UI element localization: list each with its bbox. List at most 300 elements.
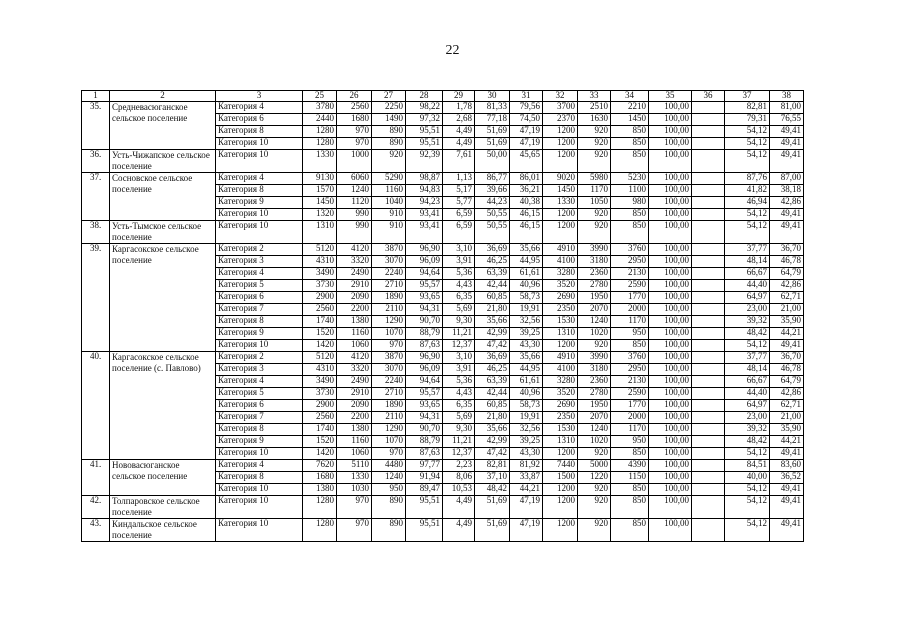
- value-cell: 96,90: [406, 352, 443, 364]
- value-cell: 1740: [303, 424, 337, 436]
- value-cell: 2910: [337, 280, 372, 292]
- value-cell: 4910: [543, 352, 578, 364]
- value-cell: 46,25: [475, 256, 510, 268]
- value-cell: 5000: [578, 460, 611, 472]
- value-cell: 1240: [337, 185, 372, 197]
- value-cell: 4390: [611, 460, 649, 472]
- value-cell: 21,00: [770, 412, 804, 424]
- value-cell: 81,92: [510, 460, 543, 472]
- value-cell: 950: [611, 436, 649, 448]
- category-cell: Категория 4: [216, 268, 303, 280]
- value-cell: 100,00: [649, 364, 692, 376]
- value-cell: 49,41: [770, 519, 804, 542]
- value-cell: 4,49: [443, 138, 475, 150]
- value-cell: 19,91: [510, 304, 543, 316]
- value-cell: 2950: [611, 364, 649, 376]
- value-cell: 93,41: [406, 221, 443, 244]
- value-cell: 1200: [543, 126, 578, 138]
- value-cell: 2690: [543, 400, 578, 412]
- value-cell: 81,33: [475, 102, 510, 114]
- value-cell: 3520: [543, 388, 578, 400]
- column-header: 37: [725, 91, 770, 102]
- value-cell: 3180: [578, 364, 611, 376]
- value-cell: 1330: [303, 150, 337, 173]
- value-cell: 3320: [337, 256, 372, 268]
- value-cell: 2110: [372, 412, 406, 424]
- value-cell: 5,77: [443, 197, 475, 209]
- value-cell: 850: [611, 150, 649, 173]
- value-cell: 36,21: [510, 185, 543, 197]
- value-cell: 64,79: [770, 268, 804, 280]
- value-cell: [692, 400, 725, 412]
- value-cell: 3490: [303, 376, 337, 388]
- value-cell: 39,25: [510, 328, 543, 340]
- table-row: [82, 244, 804, 256]
- value-cell: 86,01: [510, 173, 543, 185]
- value-cell: 1000: [337, 150, 372, 173]
- value-cell: 45,65: [510, 150, 543, 173]
- value-cell: 100,00: [649, 221, 692, 244]
- value-cell: 79,31: [725, 114, 770, 126]
- value-cell: 100,00: [649, 400, 692, 412]
- value-cell: [692, 209, 725, 221]
- value-cell: 1020: [578, 436, 611, 448]
- value-cell: 1310: [543, 328, 578, 340]
- value-cell: 2130: [611, 376, 649, 388]
- value-cell: 38,18: [770, 185, 804, 197]
- value-cell: 970: [337, 126, 372, 138]
- category-cell: Категория 2: [216, 352, 303, 364]
- value-cell: 86,77: [475, 173, 510, 185]
- value-cell: 2110: [372, 304, 406, 316]
- value-cell: 40,00: [725, 472, 770, 484]
- value-cell: 47,42: [475, 448, 510, 460]
- category-cell: Категория 3: [216, 364, 303, 376]
- value-cell: 54,12: [725, 496, 770, 519]
- value-cell: 4480: [372, 460, 406, 472]
- value-cell: 3730: [303, 280, 337, 292]
- value-cell: 1770: [611, 292, 649, 304]
- value-cell: 54,12: [725, 519, 770, 542]
- value-cell: 93,65: [406, 292, 443, 304]
- value-cell: 42,44: [475, 280, 510, 292]
- value-cell: 62,71: [770, 400, 804, 412]
- value-cell: 66,67: [725, 376, 770, 388]
- value-cell: 9020: [543, 173, 578, 185]
- value-cell: [692, 484, 725, 496]
- value-cell: 66,67: [725, 268, 770, 280]
- column-header: 27: [372, 91, 406, 102]
- value-cell: 920: [578, 209, 611, 221]
- value-cell: 35,66: [510, 244, 543, 256]
- value-cell: 1200: [543, 448, 578, 460]
- value-cell: 6060: [337, 173, 372, 185]
- value-cell: 850: [611, 448, 649, 460]
- value-cell: 37,77: [725, 244, 770, 256]
- value-cell: 4910: [543, 244, 578, 256]
- category-cell: Категория 6: [216, 400, 303, 412]
- value-cell: 5,36: [443, 376, 475, 388]
- category-cell: Категория 4: [216, 460, 303, 472]
- value-cell: 1200: [543, 496, 578, 519]
- table-row: [82, 102, 804, 114]
- value-cell: 2000: [611, 304, 649, 316]
- value-cell: 96,09: [406, 364, 443, 376]
- value-cell: 2910: [337, 388, 372, 400]
- value-cell: 4,49: [443, 126, 475, 138]
- value-cell: 12,37: [443, 340, 475, 352]
- value-cell: 2690: [543, 292, 578, 304]
- value-cell: 100,00: [649, 209, 692, 221]
- value-cell: 980: [611, 197, 649, 209]
- value-cell: [692, 388, 725, 400]
- value-cell: 5120: [303, 244, 337, 256]
- value-cell: 2590: [611, 388, 649, 400]
- settlement-name: Средневасюганское сельское поселение: [110, 102, 216, 150]
- category-cell: Категория 8: [216, 316, 303, 328]
- category-cell: Категория 10: [216, 448, 303, 460]
- value-cell: 100,00: [649, 460, 692, 472]
- value-cell: 5,17: [443, 185, 475, 197]
- value-cell: 49,41: [770, 496, 804, 519]
- value-cell: 970: [337, 496, 372, 519]
- value-cell: 2900: [303, 292, 337, 304]
- value-cell: [692, 376, 725, 388]
- value-cell: 4120: [337, 244, 372, 256]
- value-cell: 42,44: [475, 388, 510, 400]
- value-cell: 970: [337, 519, 372, 542]
- value-cell: 84,51: [725, 460, 770, 472]
- table-row: [82, 173, 804, 185]
- value-cell: 44,95: [510, 256, 543, 268]
- value-cell: 35,90: [770, 316, 804, 328]
- value-cell: 41,82: [725, 185, 770, 197]
- value-cell: 1240: [578, 424, 611, 436]
- value-cell: 2780: [578, 388, 611, 400]
- column-header: 30: [475, 91, 510, 102]
- value-cell: 2240: [372, 268, 406, 280]
- value-cell: 87,76: [725, 173, 770, 185]
- column-header: 33: [578, 91, 611, 102]
- value-cell: 1200: [543, 209, 578, 221]
- category-cell: Категория 10: [216, 221, 303, 244]
- value-cell: 39,32: [725, 424, 770, 436]
- table-row: [82, 460, 804, 472]
- value-cell: 92,39: [406, 150, 443, 173]
- value-cell: 9,30: [443, 424, 475, 436]
- value-cell: 1680: [337, 114, 372, 126]
- value-cell: 40,96: [510, 388, 543, 400]
- value-cell: 64,97: [725, 400, 770, 412]
- row-number: 42.: [82, 496, 110, 519]
- value-cell: 1170: [611, 316, 649, 328]
- value-cell: 54,12: [725, 448, 770, 460]
- category-cell: Категория 8: [216, 185, 303, 197]
- value-cell: [692, 436, 725, 448]
- value-cell: 100,00: [649, 280, 692, 292]
- value-cell: 54,12: [725, 221, 770, 244]
- value-cell: 100,00: [649, 340, 692, 352]
- settlement-name: Усть-Чижапское сельское поселение: [110, 150, 216, 173]
- value-cell: 23,00: [725, 304, 770, 316]
- value-cell: 4,49: [443, 519, 475, 542]
- value-cell: 5120: [303, 352, 337, 364]
- value-cell: 8,06: [443, 472, 475, 484]
- value-cell: 95,51: [406, 496, 443, 519]
- category-cell: Категория 10: [216, 484, 303, 496]
- value-cell: 1200: [543, 150, 578, 173]
- value-cell: 850: [611, 340, 649, 352]
- category-cell: Категория 7: [216, 304, 303, 316]
- value-cell: 3180: [578, 256, 611, 268]
- category-cell: Категория 6: [216, 114, 303, 126]
- value-cell: 95,51: [406, 138, 443, 150]
- value-cell: 100,00: [649, 472, 692, 484]
- row-number: 35.: [82, 102, 110, 150]
- column-header: 34: [611, 91, 649, 102]
- value-cell: 60,85: [475, 292, 510, 304]
- category-cell: Категория 8: [216, 472, 303, 484]
- column-header: 1: [82, 91, 110, 102]
- value-cell: 1330: [543, 197, 578, 209]
- value-cell: 3,91: [443, 256, 475, 268]
- value-cell: 95,51: [406, 519, 443, 542]
- table-row: [82, 496, 804, 519]
- value-cell: 6,35: [443, 292, 475, 304]
- column-header: 28: [406, 91, 443, 102]
- value-cell: 44,23: [475, 197, 510, 209]
- value-cell: 5980: [578, 173, 611, 185]
- value-cell: 5,36: [443, 268, 475, 280]
- value-cell: 44,40: [725, 388, 770, 400]
- value-cell: 36,70: [770, 352, 804, 364]
- value-cell: 32,56: [510, 316, 543, 328]
- value-cell: 48,42: [475, 484, 510, 496]
- value-cell: 87,00: [770, 173, 804, 185]
- value-cell: 44,21: [510, 484, 543, 496]
- value-cell: 89,47: [406, 484, 443, 496]
- value-cell: 6,35: [443, 400, 475, 412]
- value-cell: 42,86: [770, 197, 804, 209]
- value-cell: 5,69: [443, 304, 475, 316]
- value-cell: 100,00: [649, 484, 692, 496]
- value-cell: 44,21: [770, 436, 804, 448]
- category-cell: Категория 7: [216, 412, 303, 424]
- value-cell: [692, 185, 725, 197]
- value-cell: 6,59: [443, 209, 475, 221]
- value-cell: 2560: [303, 304, 337, 316]
- category-cell: Категория 5: [216, 388, 303, 400]
- column-header: 32: [543, 91, 578, 102]
- value-cell: 3,91: [443, 364, 475, 376]
- value-cell: 49,41: [770, 126, 804, 138]
- header-row: [82, 91, 804, 102]
- value-cell: 61,61: [510, 376, 543, 388]
- value-cell: [692, 268, 725, 280]
- value-cell: 2250: [372, 102, 406, 114]
- value-cell: 890: [372, 126, 406, 138]
- value-cell: 49,41: [770, 138, 804, 150]
- value-cell: [692, 244, 725, 256]
- value-cell: 920: [578, 519, 611, 542]
- value-cell: 1450: [303, 197, 337, 209]
- value-cell: 920: [578, 340, 611, 352]
- value-cell: 74,50: [510, 114, 543, 126]
- category-cell: Категория 10: [216, 138, 303, 150]
- value-cell: 21,00: [770, 304, 804, 316]
- value-cell: 1170: [611, 424, 649, 436]
- value-cell: 1890: [372, 400, 406, 412]
- data-table: [81, 90, 804, 542]
- value-cell: 51,69: [475, 138, 510, 150]
- value-cell: 1200: [543, 340, 578, 352]
- value-cell: 1220: [578, 472, 611, 484]
- value-cell: 1530: [543, 316, 578, 328]
- value-cell: 100,00: [649, 114, 692, 126]
- value-cell: 850: [611, 126, 649, 138]
- value-cell: 88,79: [406, 328, 443, 340]
- value-cell: 44,95: [510, 364, 543, 376]
- value-cell: 47,19: [510, 519, 543, 542]
- value-cell: 2350: [543, 412, 578, 424]
- value-cell: 94,31: [406, 304, 443, 316]
- value-cell: 1200: [543, 221, 578, 244]
- settlement-name: Киндальское сельское поселение: [110, 519, 216, 542]
- value-cell: 4120: [337, 352, 372, 364]
- table-row: [82, 221, 804, 244]
- value-cell: 1050: [578, 197, 611, 209]
- value-cell: 50,55: [475, 221, 510, 244]
- value-cell: 1280: [303, 519, 337, 542]
- category-cell: Категория 3: [216, 256, 303, 268]
- value-cell: 100,00: [649, 197, 692, 209]
- value-cell: 93,41: [406, 209, 443, 221]
- value-cell: 83,60: [770, 460, 804, 472]
- value-cell: [692, 496, 725, 519]
- value-cell: 100,00: [649, 424, 692, 436]
- row-number: 36.: [82, 150, 110, 173]
- value-cell: 54,12: [725, 138, 770, 150]
- value-cell: 1280: [303, 126, 337, 138]
- value-cell: 970: [337, 138, 372, 150]
- value-cell: 51,69: [475, 126, 510, 138]
- column-header: 36: [692, 91, 725, 102]
- value-cell: 49,41: [770, 340, 804, 352]
- value-cell: 1290: [372, 316, 406, 328]
- value-cell: 1280: [303, 138, 337, 150]
- value-cell: 36,69: [475, 352, 510, 364]
- value-cell: 94,23: [406, 197, 443, 209]
- category-cell: Категория 10: [216, 209, 303, 221]
- value-cell: 890: [372, 519, 406, 542]
- category-cell: Категория 10: [216, 150, 303, 173]
- value-cell: 96,90: [406, 244, 443, 256]
- value-cell: 1330: [337, 472, 372, 484]
- value-cell: 6,59: [443, 221, 475, 244]
- value-cell: 3760: [611, 244, 649, 256]
- value-cell: 90,70: [406, 424, 443, 436]
- value-cell: 58,73: [510, 292, 543, 304]
- category-cell: Категория 9: [216, 436, 303, 448]
- value-cell: 910: [372, 209, 406, 221]
- value-cell: 23,00: [725, 412, 770, 424]
- value-cell: 3070: [372, 364, 406, 376]
- value-cell: 2560: [337, 102, 372, 114]
- value-cell: [692, 519, 725, 542]
- value-cell: 920: [578, 126, 611, 138]
- value-cell: 7440: [543, 460, 578, 472]
- value-cell: 1040: [372, 197, 406, 209]
- value-cell: 2510: [578, 102, 611, 114]
- value-cell: 1160: [372, 185, 406, 197]
- settlement-name: Каргасокское сельское поселение (с. Павлово): [110, 352, 216, 460]
- value-cell: 100,00: [649, 256, 692, 268]
- value-cell: 98,22: [406, 102, 443, 114]
- category-cell: Категория 10: [216, 519, 303, 542]
- value-cell: 35,66: [510, 352, 543, 364]
- value-cell: 87,63: [406, 340, 443, 352]
- value-cell: 850: [611, 484, 649, 496]
- value-cell: 94,31: [406, 412, 443, 424]
- value-cell: [692, 412, 725, 424]
- value-cell: 62,71: [770, 292, 804, 304]
- value-cell: 2240: [372, 376, 406, 388]
- value-cell: 76,55: [770, 114, 804, 126]
- value-cell: 100,00: [649, 412, 692, 424]
- value-cell: [692, 448, 725, 460]
- value-cell: 2440: [303, 114, 337, 126]
- category-cell: Категория 4: [216, 173, 303, 185]
- value-cell: 1630: [578, 114, 611, 126]
- value-cell: 93,65: [406, 400, 443, 412]
- value-cell: [692, 150, 725, 173]
- category-cell: Категория 6: [216, 292, 303, 304]
- value-cell: 49,41: [770, 484, 804, 496]
- value-cell: 54,12: [725, 150, 770, 173]
- table-row: [82, 519, 804, 542]
- value-cell: 97,32: [406, 114, 443, 126]
- value-cell: 1280: [303, 496, 337, 519]
- value-cell: 63,39: [475, 376, 510, 388]
- value-cell: 3280: [543, 268, 578, 280]
- value-cell: 850: [611, 496, 649, 519]
- value-cell: 850: [611, 519, 649, 542]
- column-header: 3: [216, 91, 303, 102]
- value-cell: 1200: [543, 484, 578, 496]
- value-cell: 3760: [611, 352, 649, 364]
- value-cell: 970: [372, 340, 406, 352]
- value-cell: 46,78: [770, 256, 804, 268]
- value-cell: [692, 102, 725, 114]
- value-cell: 36,70: [770, 244, 804, 256]
- value-cell: 1160: [337, 436, 372, 448]
- value-cell: 100,00: [649, 292, 692, 304]
- row-number: 39.: [82, 244, 110, 352]
- value-cell: 100,00: [649, 316, 692, 328]
- value-cell: 920: [578, 484, 611, 496]
- value-cell: 47,19: [510, 496, 543, 519]
- value-cell: 2200: [337, 412, 372, 424]
- value-cell: 94,64: [406, 376, 443, 388]
- category-cell: Категория 2: [216, 244, 303, 256]
- value-cell: 2900: [303, 400, 337, 412]
- value-cell: 7620: [303, 460, 337, 472]
- value-cell: [692, 256, 725, 268]
- value-cell: 2780: [578, 280, 611, 292]
- value-cell: 920: [578, 448, 611, 460]
- value-cell: 100,00: [649, 185, 692, 197]
- column-header: 29: [443, 91, 475, 102]
